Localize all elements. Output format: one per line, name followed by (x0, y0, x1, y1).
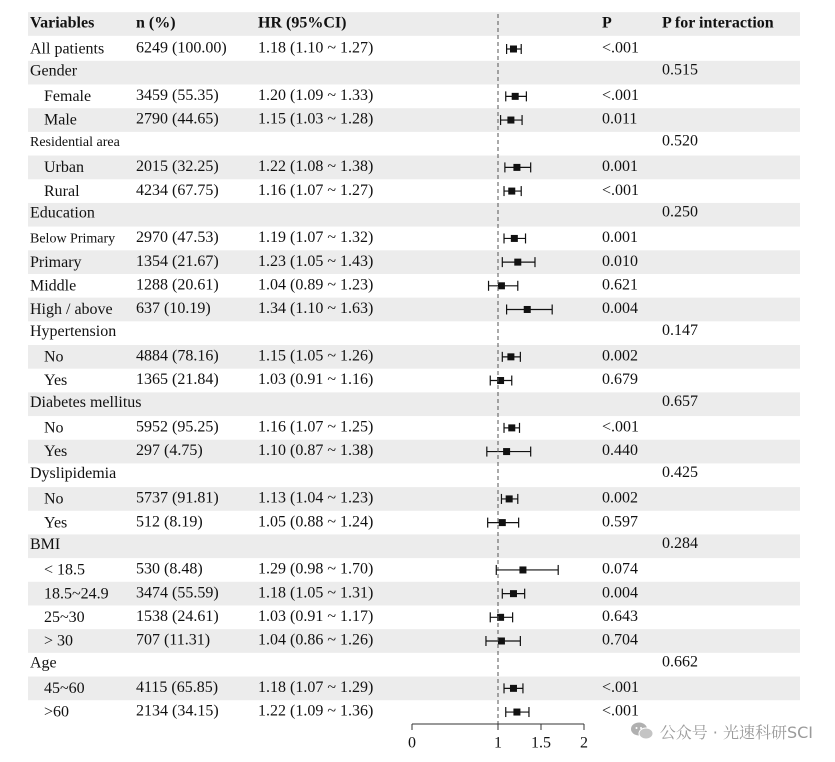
p-interaction-value: 0.520 (662, 132, 698, 150)
p-value: 0.704 (602, 631, 638, 649)
p-value: <.001 (602, 39, 640, 57)
hr-ci-value: 1.16 (1.07 ~ 1.27) (258, 181, 374, 199)
row-label: >60 (44, 703, 70, 721)
hr-point (512, 93, 519, 100)
n-value: 3459 (55.35) (136, 87, 219, 105)
hr-point (519, 566, 526, 573)
row-label: 25~30 (44, 608, 85, 626)
hr-point (510, 46, 517, 53)
group-label: Diabetes mellitus (30, 393, 142, 411)
p-value: 0.002 (602, 347, 638, 365)
hr-point (498, 282, 505, 289)
n-value: 1538 (24.61) (136, 607, 219, 625)
group-label: Education (30, 204, 95, 222)
p-value: <.001 (602, 418, 640, 436)
hr-point (506, 495, 513, 502)
row-label: Yes (44, 514, 68, 532)
hr-ci-value: 1.22 (1.08 ~ 1.38) (258, 158, 374, 176)
group-label: Gender (30, 62, 78, 80)
n-value: 2015 (32.25) (136, 158, 219, 176)
hr-point (513, 709, 520, 716)
p-value: 0.004 (602, 300, 638, 318)
group-label: Age (30, 654, 57, 672)
row-label: Male (44, 111, 77, 129)
row-label: 45~60 (44, 680, 85, 698)
x-axis-tick-label: 1.5 (531, 734, 551, 752)
n-value: 2134 (34.15) (136, 702, 219, 720)
header-p-interaction: P for interaction (662, 14, 774, 32)
hr-ci-value: 1.13 (1.04 ~ 1.23) (258, 489, 374, 507)
n-value: 5952 (95.25) (136, 418, 219, 436)
header-hr: HR (95%CI) (258, 14, 347, 32)
x-axis-tick-label: 2 (580, 734, 588, 752)
n-value: 1365 (21.84) (136, 371, 219, 389)
hr-ci-value: 1.20 (1.09 ~ 1.33) (258, 87, 374, 105)
hr-ci-value: 1.04 (0.86 ~ 1.26) (258, 631, 374, 649)
hr-ci-value: 1.10 (0.87 ~ 1.38) (258, 442, 374, 460)
hr-ci-value: 1.15 (1.05 ~ 1.26) (258, 347, 374, 365)
hr-ci-value: 1.18 (1.05 ~ 1.31) (258, 584, 374, 602)
p-value: 0.011 (602, 110, 638, 128)
n-value: 707 (11.31) (136, 631, 211, 649)
row-label: All patients (30, 40, 105, 58)
p-value: 0.001 (602, 229, 638, 247)
p-value: 0.010 (602, 252, 638, 270)
p-value: <.001 (602, 702, 640, 720)
hr-ci-value: 1.18 (1.10 ~ 1.27) (258, 39, 374, 57)
n-value: 297 (4.75) (136, 442, 203, 460)
hr-ci-value: 1.34 (1.10 ~ 1.63) (258, 300, 374, 318)
hr-ci-value: 1.22 (1.09 ~ 1.36) (258, 702, 374, 720)
hr-ci-value: 1.23 (1.05 ~ 1.43) (258, 252, 374, 270)
n-value: 3474 (55.59) (136, 584, 219, 602)
hr-ci-value: 1.29 (0.98 ~ 1.70) (258, 560, 374, 578)
n-value: 2790 (44.65) (136, 110, 219, 128)
hr-point (507, 117, 514, 124)
hr-point (524, 306, 531, 313)
p-interaction-value: 0.250 (662, 203, 698, 221)
header-n: n (%) (136, 14, 176, 32)
n-value: 5737 (91.81) (136, 489, 219, 507)
hr-point (508, 424, 515, 431)
p-value: <.001 (602, 181, 640, 199)
header-variables: Variables (30, 14, 95, 32)
hr-point (508, 188, 515, 195)
watermark (630, 718, 813, 744)
row-label: Female (44, 88, 92, 106)
p-value: <.001 (602, 87, 640, 105)
row-label: Urban (44, 159, 84, 177)
hr-point (514, 259, 521, 266)
x-axis-tick-label: 1 (494, 734, 502, 752)
n-value: 4234 (67.75) (136, 181, 219, 199)
group-label: BMI (30, 535, 61, 553)
row-label: < 18.5 (44, 561, 86, 579)
p-value: 0.643 (602, 607, 638, 625)
hr-ci-value: 1.16 (1.07 ~ 1.25) (258, 418, 374, 436)
x-axis-tick-label: 0 (408, 734, 416, 752)
hr-ci-value: 1.03 (0.91 ~ 1.16) (258, 371, 374, 389)
hr-point (510, 685, 517, 692)
group-label: Dyslipidemia (30, 464, 117, 482)
hr-point (513, 164, 520, 171)
n-value: 4884 (78.16) (136, 347, 219, 365)
row-label: No (44, 348, 64, 366)
row-label: No (44, 419, 64, 437)
p-value: <.001 (602, 679, 640, 697)
hr-ci-value: 1.04 (0.89 ~ 1.23) (258, 276, 374, 294)
n-value: 637 (10.19) (136, 300, 211, 318)
hr-ci-value: 1.18 (1.07 ~ 1.29) (258, 679, 374, 697)
p-interaction-value: 0.657 (662, 392, 698, 410)
row-label: Yes (44, 443, 68, 461)
wechat-icon (630, 721, 654, 741)
p-value: 0.074 (602, 560, 638, 578)
p-value: 0.440 (602, 442, 638, 460)
hr-point (499, 519, 506, 526)
n-value: 6249 (100.00) (136, 39, 227, 57)
group-label: Hypertension (30, 322, 117, 340)
hr-ci-value: 1.15 (1.03 ~ 1.28) (258, 110, 374, 128)
p-value: 0.004 (602, 584, 638, 602)
group-label: Residential area (30, 134, 120, 150)
p-value: 0.001 (602, 158, 638, 176)
hr-point (510, 590, 517, 597)
p-value: 0.679 (602, 371, 638, 389)
row-label: Below Primary (30, 231, 116, 247)
n-value: 1354 (21.67) (136, 252, 219, 270)
row-label: No (44, 490, 64, 508)
hr-ci-value: 1.05 (0.88 ~ 1.24) (258, 513, 374, 531)
row-label: 18.5~24.9 (44, 585, 109, 603)
watermark-text: 公众号 · 光速科研SCI (659, 722, 813, 742)
hr-point (511, 235, 518, 242)
hr-point (507, 353, 514, 360)
p-interaction-value: 0.662 (662, 653, 698, 671)
p-value: 0.002 (602, 489, 638, 507)
n-value: 4115 (65.85) (136, 679, 219, 697)
n-value: 2970 (47.53) (136, 229, 219, 247)
p-interaction-value: 0.147 (662, 321, 698, 339)
row-label: > 30 (44, 632, 74, 650)
p-value: 0.621 (602, 276, 638, 294)
p-interaction-value: 0.284 (662, 534, 698, 552)
hr-point (498, 638, 505, 645)
row-label: Middle (30, 277, 77, 295)
p-interaction-value: 0.425 (662, 463, 698, 481)
n-value: 530 (8.48) (136, 560, 203, 578)
header-p: P (602, 14, 612, 32)
row-label: Primary (30, 253, 82, 271)
row-label: Yes (44, 372, 68, 390)
row-label: High / above (30, 301, 113, 319)
n-value: 1288 (20.61) (136, 276, 219, 294)
row-label: Rural (44, 182, 80, 200)
p-interaction-value: 0.515 (662, 61, 698, 79)
p-value: 0.597 (602, 513, 638, 531)
hr-ci-value: 1.19 (1.07 ~ 1.32) (258, 229, 374, 247)
hr-point (503, 448, 510, 455)
hr-ci-value: 1.03 (0.91 ~ 1.17) (258, 607, 374, 625)
n-value: 512 (8.19) (136, 513, 203, 531)
